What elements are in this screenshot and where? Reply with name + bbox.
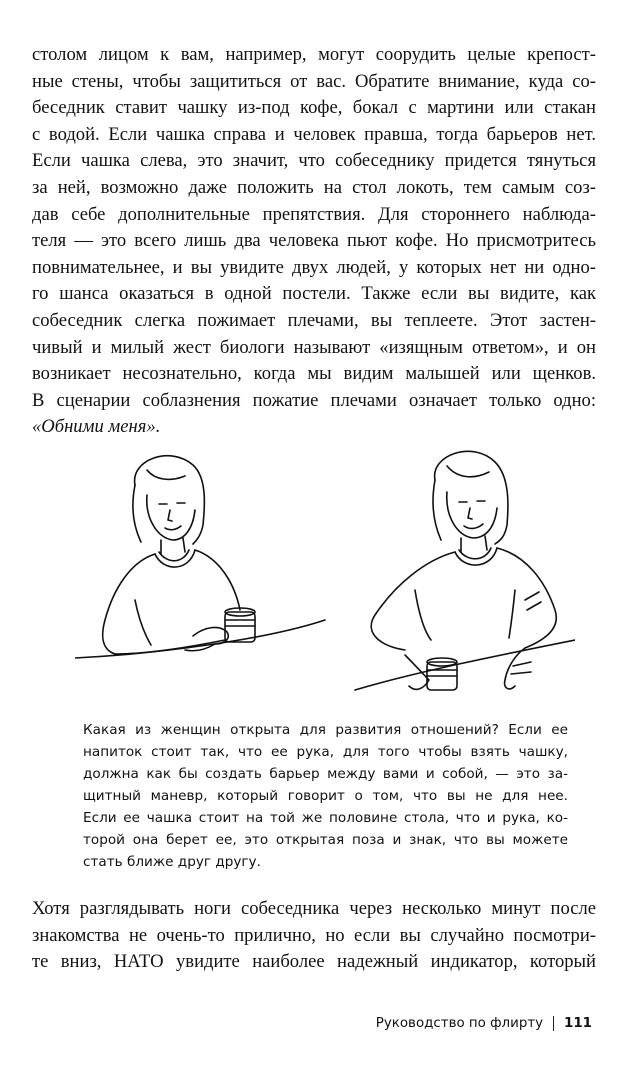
- text-line: беседник ставит чашку из-под кофе, бокал с мартини или стакан: [32, 97, 596, 119]
- running-title: Руководство по флирту: [375, 1016, 544, 1031]
- text-line: го шанса оказаться в одной постели. Также если вы видите, как: [32, 283, 596, 305]
- caption-line: стать ближе друг другу.: [83, 854, 261, 870]
- caption-line: Если ее чашка стоит на той же половине стола, что и рука, ко-: [83, 810, 568, 826]
- footer-separator: [553, 1016, 554, 1031]
- text-line: чивый и милый жест биологи называют «изящным ответом», и он: [32, 336, 596, 358]
- caption-line: должна как бы создать барьер между вами и собой, — это за-: [83, 766, 568, 782]
- text-line: В сценарии соблазнения пожатие плечами означает только одно:: [32, 389, 596, 411]
- text-line: столом лицом к вам, например, могут соорудить целые крепост-: [32, 44, 596, 65]
- text-line: дав себе дополнительные препятствия. Для стороннего наблюда-: [32, 203, 596, 225]
- text-line: ные стены, чтобы защититься от вас. Обратите внимание, куда со-: [32, 70, 596, 92]
- bottom-paragraph: [32, 896, 596, 976]
- text-line: те вниз, НАТО увидите наиболее надежный индикатор, который: [32, 951, 596, 973]
- text-line: собеседник слегка пожимает плечами, вы теплеете. Этот застен-: [32, 309, 596, 331]
- caption-line: торой она берет ее, это открытая поза и знак, что вы можете: [83, 832, 568, 848]
- left-woman-drawing: [75, 456, 325, 658]
- text-line-italic: «Обними меня».: [32, 416, 161, 438]
- illustration-caption: [83, 719, 568, 873]
- text-line: теля — это всего лишь два человека пьют кофе. Но присмотритесь: [32, 230, 596, 252]
- text-line: Если чашка слева, это значит, что собеседнику придется тянуться: [32, 150, 596, 172]
- text-line: повнимательнее, и вы увидите двух людей, у которых нет ни одно-: [32, 256, 596, 278]
- right-woman-drawing: [355, 451, 575, 690]
- text-line: за ней, возможно даже положить на стол локоть, тем самым соз-: [32, 176, 596, 198]
- text-line: возникает несознательно, когда мы видим малышей или щенков.: [32, 363, 596, 385]
- text-line: знакомства не очень-то прилично, но если вы случайно посмотри-: [32, 924, 596, 946]
- top-paragraph: [32, 42, 596, 441]
- text-line: Хотя разглядывать ноги собеседника через несколько минут после: [32, 898, 596, 919]
- two-women-with-cups-illustration: [75, 440, 575, 710]
- caption-line: напиток стоит так, что ее рука, для того чтобы взять чашку,: [83, 744, 568, 760]
- text-line: с водой. Если чашка справа и человек правша, тогда барьеров нет.: [32, 123, 596, 145]
- page-number: 111: [564, 1016, 592, 1031]
- caption-line: щитный маневр, который говорит о том, что вы не для нее.: [83, 788, 568, 804]
- caption-line: Какая из женщин открыта для развития отношений? Если ее: [83, 722, 568, 738]
- page-footer: [376, 1016, 592, 1031]
